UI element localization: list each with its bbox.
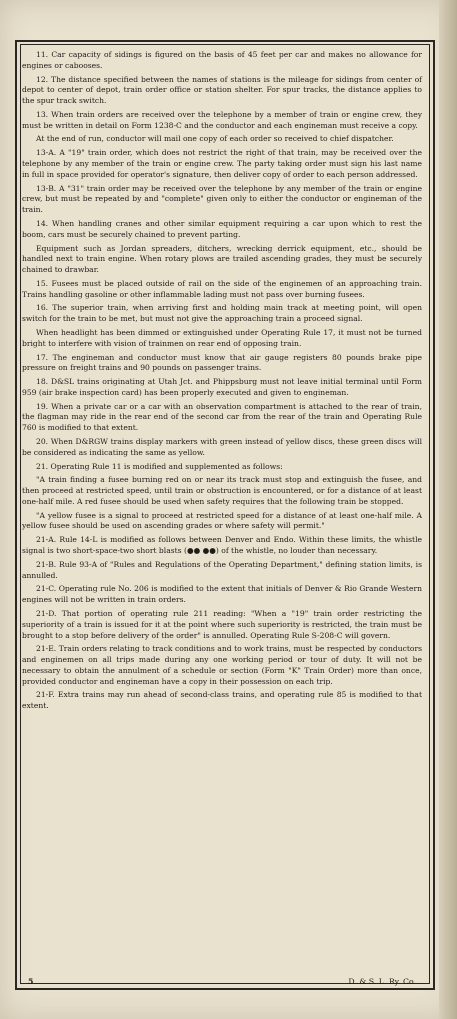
rule-16: 16. The superior train, when arriving first and holding main track at meeting point, will open switch for the train to be met, but must not give the approaching train a proceed signal.	[22, 303, 422, 324]
rule-21-quote-red: "A train finding a fusee burning red on or near its track must stop and extinguish the fusee, and then proceed at restricted speed, until train or obstruction is encountered, or for a distance of at least one-half mile. A red fusee should be used when safety requires that the following train be stopped.	[22, 475, 422, 506]
rule-12: 12. The distance specified between the names of stations is the mileage for sidings from center of depot to center of depot, train order office or station shelter. For spur tracks, the distance applies to the spur track switch.	[22, 74, 422, 106]
rule-18: 18. D&SL trains originating at Utah Jct. and Phippsburg must not leave initial terminal until Form 959 (air brake inspection card) has been properly executed and given to engineman.	[22, 377, 422, 397]
rule-14-continued: Equipment such as Jordan spreaders, ditchers, wrecking derrick equipment, etc., should be handled next to train engine. When rotary plows are trailed ascending grades, they must be securely chained to drawbar.	[22, 243, 422, 275]
railway-name: D. & S. L. Ry. Co.	[348, 977, 416, 986]
rule-21-quote-yellow: "A yellow fusee is a signal to proceed at restricted speed for a distance of at least one-half mile. A yellow fusee should be used on ascending grades or where safety will permit."	[22, 510, 422, 531]
rule-16-continued: When headlight has been dimmed or extinguished under Operating Rule 17, it must not be turned bright to interfere with vision of trainmen on rear end of opposing train.	[22, 327, 422, 348]
rule-14: 14. When handling cranes and other similar equipment requiring a car upon which to rest the boom, cars must be securely chained to prevent parting.	[22, 218, 422, 239]
rules-text	[22, 50, 422, 970]
rule-13-continued: At the end of run, conductor will mail one copy of each order so received to chief dispatcher.	[36, 134, 394, 144]
rule-21-b: 21-B. Rule 93-A of "Rules and Regulations of the Operating Department," defining station limits, is annulled.	[22, 559, 422, 580]
page-number: 5	[28, 977, 34, 986]
rule-21-e: 21-E. Train orders relating to track conditions and to work trains, must be respected by conductors and enginemen on all trips made during any one working period or tour of duty. It will not be necessary to obtain the annulment of a schedule or section (Form "K" Train Order) more than once, provided conductor and engineman have a copy in their possession on each trip.	[22, 644, 422, 686]
rule-13-a: 13-A. A "19" train order, which does not restrict the right of that train, may be received over the telephone by any member of the train or engine crew. The party taking order must sign his last name in full in space provided for operator's signature, then deliver copy of order to each person addressed.	[22, 148, 422, 179]
rule-20: 20. When D&RGW trains display markers with green instead of yellow discs, these green discs will be considered as indicating the same as yellow.	[22, 437, 422, 457]
page-edge	[439, 0, 457, 1019]
rule-19: 19. When a private car or a car with an observation compartment is attached to the rear of train, the flagman may ride in the rear end of the second car from the rear of the train and Operating Rule 760 is modified to that extent.	[22, 401, 422, 433]
rule-21: 21. Operating Rule 11 is modified and supplemented as follows:	[36, 461, 283, 471]
rule-21-d: 21-D. That portion of operating rule 211 reading: "When a "19" train order restricting the superiority of a train is issued for it at the point where such superiority is restricted, the train must be brought to a stop before delivery of the order" is annulled. Operating Rule S-208-C will govern.	[22, 608, 422, 640]
page-footer	[22, 977, 422, 991]
rule-13: 13. When train orders are received over the telephone by a member of train or engine crew, they must be written in detail on Form 1238-C and the conductor and each engineman must receive a copy.	[22, 109, 422, 130]
rule-21-a: 21-A. Rule 14-L is modified as follows between Denver and Endo. Within these limits, the whistle signal is two short-space-two short blasts (●● ●●) of the whistle, no louder than necessary.	[22, 535, 422, 556]
rule-21-f: 21-F. Extra trains may run ahead of second-class trains, and operating rule 85 is modified to that extent.	[22, 690, 422, 711]
rule-17: 17. The engineman and conductor must know that air gauge registers 80 pounds brake pipe pressure on freight trains and 90 pounds on passenger trains.	[22, 352, 422, 373]
rule-21-c: 21-C. Operating rule No. 206 is modified to the extent that initials of Denver & Rio Grande Western engines will not be written in train orders.	[22, 584, 422, 605]
rule-13-b: 13-B. A "31" train order may be received over the telephone by any member of the train or engine crew, but must be repeated by and "complete" given only to either the conductor or engineman of the train.	[22, 183, 422, 215]
rule-11: 11. Car capacity of sidings is figured on the basis of 45 feet per car and makes no allowance for engines or cabooses.	[22, 50, 422, 70]
rule-15: 15. Fusees must be placed outside of rail on the side of the enginemen of an approaching train. Trains handling gasoline or other inflammable lading must not pass over burning fusees.	[22, 278, 422, 299]
